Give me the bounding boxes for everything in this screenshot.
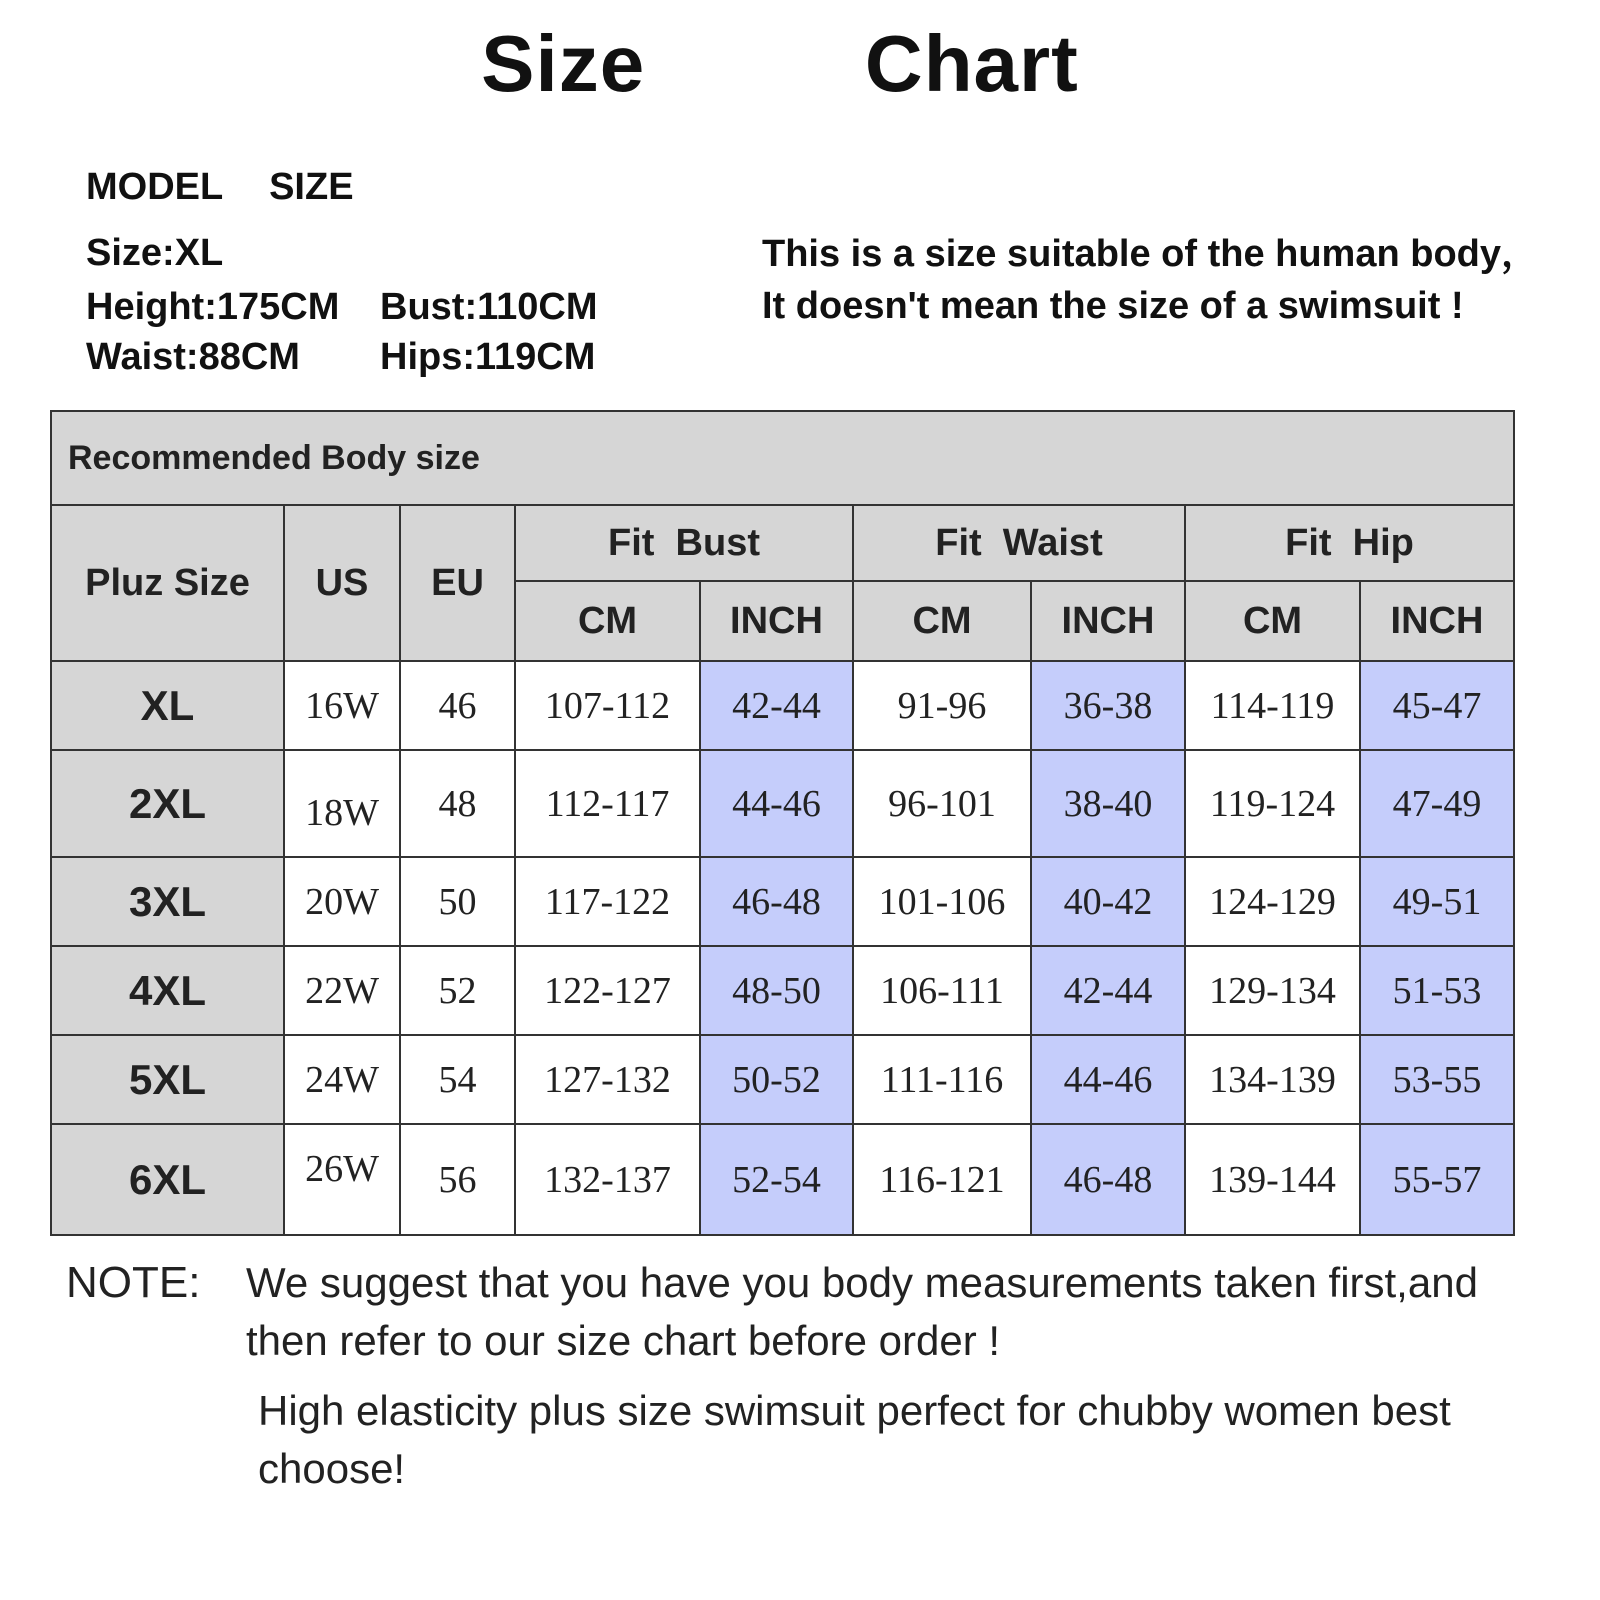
unit-header-bust-cm: CM	[515, 581, 700, 661]
table-row	[51, 946, 1514, 1035]
us-size: 26W	[284, 1124, 400, 1235]
model-size-value: Size:XL	[86, 232, 224, 274]
hip-cm: 124-129	[1185, 857, 1360, 946]
promo-text: High elasticity plus size swimsuit perfect for chubby women best choose!	[258, 1387, 1451, 1492]
bust-inch: 42-44	[700, 661, 853, 750]
bust-cm: 132-137	[515, 1124, 700, 1235]
waist-inch: 46-48	[1031, 1124, 1185, 1235]
bust-cm: 117-122	[515, 857, 700, 946]
waist-inch: 42-44	[1031, 946, 1185, 1035]
unit-header-bust-inch: INCH	[700, 581, 853, 661]
size-label: 4XL	[51, 946, 284, 1035]
model-hips: Hips:119CM	[380, 336, 596, 378]
hip-inch: 51-53	[1360, 946, 1514, 1035]
model-height: Height:175CM	[86, 286, 340, 328]
hip-cm: 129-134	[1185, 946, 1360, 1035]
size-disclaimer: This is a size suitable of the human body，It doesn't mean the size of a swimsuit !	[762, 233, 1540, 327]
us-size: 22W	[284, 946, 400, 1035]
us-size: 16W	[284, 661, 400, 750]
group-header-bust: Fit Bust	[515, 505, 853, 581]
column-header-us: US	[284, 505, 400, 661]
unit-header-hip-cm: CM	[1185, 581, 1360, 661]
table-row	[51, 750, 1514, 857]
model-size-heading: MODEL SIZE	[86, 166, 354, 208]
bust-inch: 48-50	[700, 946, 853, 1035]
eu-size: 54	[400, 1035, 515, 1124]
unit-header-waist-cm: CM	[853, 581, 1031, 661]
table-caption: Recommended Body size	[51, 411, 1514, 505]
hip-inch: 47-49	[1360, 750, 1514, 857]
size-label: 3XL	[51, 857, 284, 946]
bust-cm: 127-132	[515, 1035, 700, 1124]
hip-inch: 55-57	[1360, 1124, 1514, 1235]
hip-cm: 139-144	[1185, 1124, 1360, 1235]
hip-cm: 119-124	[1185, 750, 1360, 857]
bust-cm: 122-127	[515, 946, 700, 1035]
size-label: 5XL	[51, 1035, 284, 1124]
size-table-container	[50, 410, 1513, 1203]
waist-inch: 38-40	[1031, 750, 1185, 857]
table-row	[51, 857, 1514, 946]
hip-inch: 49-51	[1360, 857, 1514, 946]
waist-cm: 111-116	[853, 1035, 1031, 1124]
group-header-waist: Fit Waist	[853, 505, 1185, 581]
bust-inch: 44-46	[700, 750, 853, 857]
eu-size: 50	[400, 857, 515, 946]
size-label: 6XL	[51, 1124, 284, 1235]
eu-size: 48	[400, 750, 515, 857]
size-table	[50, 410, 1515, 1236]
unit-header-waist-inch: INCH	[1031, 581, 1185, 661]
table-row	[51, 661, 1514, 750]
size-label: 2XL	[51, 750, 284, 857]
waist-inch: 44-46	[1031, 1035, 1185, 1124]
eu-size: 46	[400, 661, 515, 750]
hip-inch: 45-47	[1360, 661, 1514, 750]
table-row	[51, 1035, 1514, 1124]
eu-size: 56	[400, 1124, 515, 1235]
hip-inch: 53-55	[1360, 1035, 1514, 1124]
waist-cm: 116-121	[853, 1124, 1031, 1235]
bust-inch: 46-48	[700, 857, 853, 946]
page-title: Size Chart	[481, 19, 1079, 108]
bust-cm: 112-117	[515, 750, 700, 857]
bust-cm: 107-112	[515, 661, 700, 750]
us-size: 20W	[284, 857, 400, 946]
us-size: 18W	[284, 750, 400, 857]
note-label: NOTE:	[66, 1258, 201, 1307]
group-header-hip: Fit Hip	[1185, 505, 1514, 581]
table-row	[51, 1124, 1514, 1235]
model-waist: Waist:88CM	[86, 336, 300, 378]
model-bust: Bust:110CM	[380, 286, 598, 328]
size-label: XL	[51, 661, 284, 750]
bust-inch: 50-52	[700, 1035, 853, 1124]
waist-cm: 96-101	[853, 750, 1031, 857]
hip-cm: 134-139	[1185, 1035, 1360, 1124]
bust-inch: 52-54	[700, 1124, 853, 1235]
waist-inch: 40-42	[1031, 857, 1185, 946]
waist-cm: 106-111	[853, 946, 1031, 1035]
eu-size: 52	[400, 946, 515, 1035]
waist-cm: 91-96	[853, 661, 1031, 750]
us-size: 24W	[284, 1035, 400, 1124]
column-header-size: Pluz Size	[51, 505, 284, 661]
waist-inch: 36-38	[1031, 661, 1185, 750]
column-header-eu: EU	[400, 505, 515, 661]
waist-cm: 101-106	[853, 857, 1031, 946]
unit-header-hip-inch: INCH	[1360, 581, 1514, 661]
note-text: We suggest that you have you body measurements taken first,and then refer to our size chart before order !	[246, 1259, 1478, 1364]
hip-cm: 114-119	[1185, 661, 1360, 750]
